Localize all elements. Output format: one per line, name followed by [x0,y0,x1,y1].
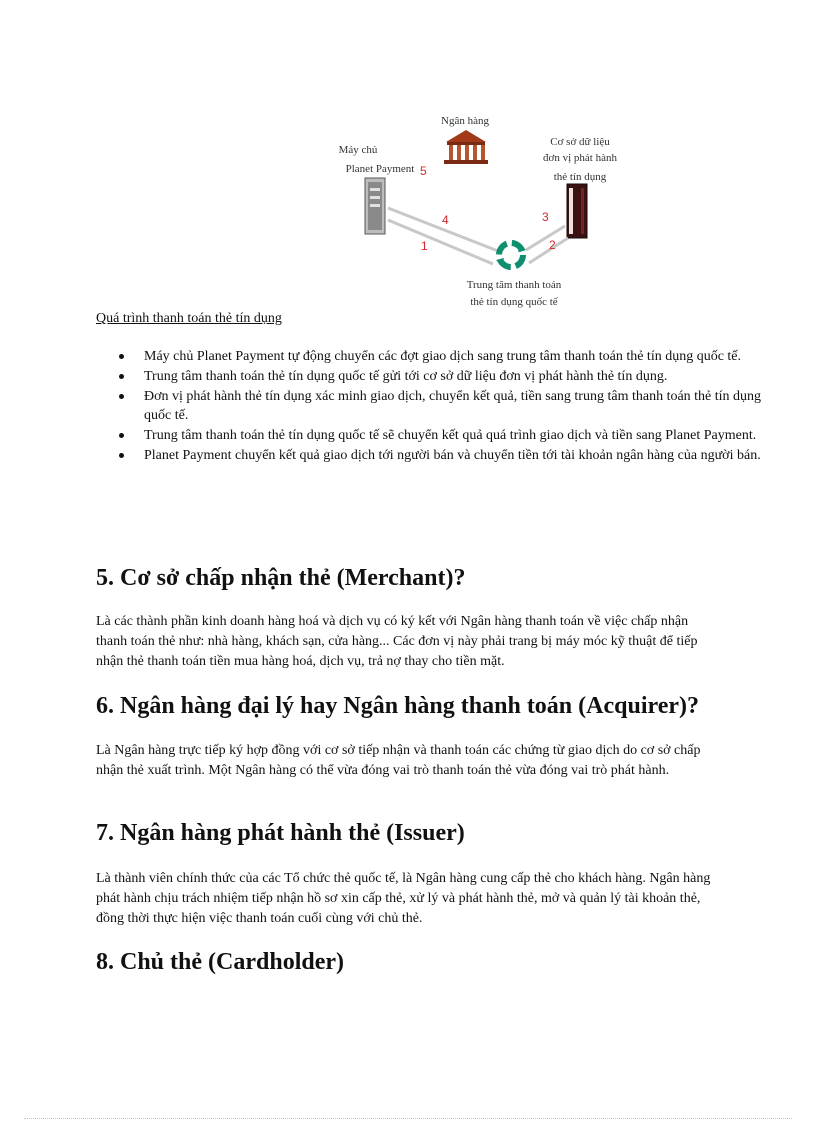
step-number-1: 1 [421,239,428,253]
section-heading-acquirer: 6. Ngân hàng đại lý hay Ngân hàng thanh toán (Acquirer)? [96,693,700,719]
database-label-line2: đơn vị phát hành [543,152,617,164]
bank-building-icon [444,130,488,164]
list-item: Planet Payment chuyển kết quả giao dịch tới người bán và chuyển tiền tới tài khoản ngân hàng của người bán. [144,446,764,465]
server-icon [365,178,385,234]
list-item: Máy chủ Planet Payment tự động chuyển các đợt giao dịch sang trung tâm thanh toán thẻ tín dụng quốc tế. [144,347,764,366]
step-number-5: 5 [420,164,427,178]
payment-flow-diagram [330,108,617,313]
list-item: Đơn vị phát hành thẻ tín dụng xác minh giao dịch, chuyển kết quả, tiền sang trung tâm thanh toán thẻ tín dụng quốc tế. [144,387,764,425]
database-label-line1: Cơ sở dữ liệu [550,136,610,148]
step-number-3: 3 [542,210,549,224]
clearing-center-icon [496,243,526,267]
page-bottom-rule [24,1118,792,1119]
center-label-line1: Trung tâm thanh toán [466,279,562,291]
step-number-2: 2 [549,238,556,252]
section-heading-issuer: 7. Ngân hàng phát hành thẻ (Issuer) [96,820,465,846]
diagram-caption: Quá trình thanh toán thẻ tín dụng [96,311,282,326]
flow-arrows [388,208,568,264]
step-number-4: 4 [442,213,449,227]
database-label-line3: thẻ tín dụng [553,171,607,183]
section-body-issuer: Là thành viên chính thức của các Tổ chức thẻ quốc tế, là Ngân hàng cung cấp thẻ cho khách hàng. Ngân hàng phát hành chịu trách nhiệm tiếp nhận hồ sơ xin cấp thẻ, xử lý và phát hành thẻ, mở và quản lý tài khoản thẻ, đồng thời thực hiện việc thanh toán cuối cùng với chủ thẻ. [96,871,711,926]
arrow-step-3 [526,226,565,250]
section-body-merchant: Là các thành phần kinh doanh hàng hoá và dịch vụ có ký kết với Ngân hàng thanh toán về việc chấp nhận thanh toán thẻ như: nhà hàng, khách sạn, cửa hàng... Các đơn vị này phải trang bị máy móc kỹ thuật để tiếp nhận thẻ thanh toán tiền mua hàng hoá, dịch vụ, trả nợ thay cho tiền mặt. [96,614,698,669]
database-icon [567,184,587,238]
bank-label: Ngân hàng [441,115,489,127]
server-label-line1: Máy chủ [338,144,378,156]
section-heading-cardholder: 8. Chủ thẻ (Cardholder) [96,949,345,975]
server-label-line2: Planet Payment [345,163,415,175]
list-item: Trung tâm thanh toán thẻ tín dụng quốc tế gửi tới cơ sở dữ liệu đơn vị phát hành thẻ tín dụng. [144,367,764,386]
list-item: Trung tâm thanh toán thẻ tín dụng quốc tế sẽ chuyển kết quả quá trình giao dịch và tiền sang Planet Payment. [144,426,764,445]
center-label-line2: thẻ tín dụng quốc tế [470,296,558,308]
process-step-list [96,347,764,466]
section-heading-merchant: 5. Cơ sở chấp nhận thẻ (Merchant)? [96,565,466,591]
section-body-acquirer: Là Ngân hàng trực tiếp ký hợp đồng với cơ sở tiếp nhận và thanh toán các chứng từ giao dịch do cơ sở chấp nhận thẻ xuất trình. Một Ngân hàng có thể vừa đóng vai trò thanh toán thẻ vừa đóng vai trò phát hành. [96,743,701,778]
